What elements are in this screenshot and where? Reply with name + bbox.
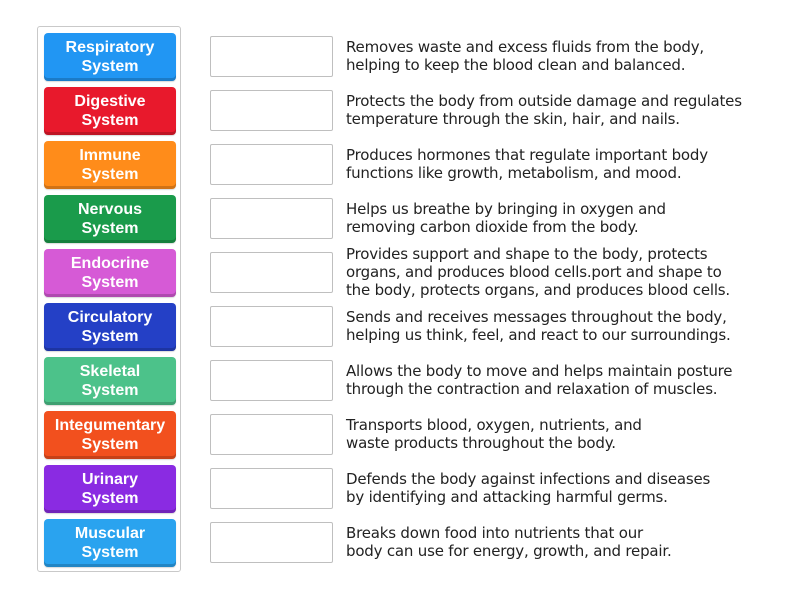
description-1: Removes waste and excess fluids from the body, helping to keep the blood clean and balanced. [346, 38, 704, 74]
description-9: Defends the body against infections and diseases by identifying and attacking harmful germs. [346, 470, 711, 506]
drop-slot-4[interactable] [210, 198, 333, 239]
description-6: Sends and receives messages throughout the body, helping us think, feel, and react to our surroundings. [346, 308, 731, 344]
tile-digestive-system[interactable]: Digestive System [44, 87, 176, 135]
drop-slot-2[interactable] [210, 90, 333, 131]
tile-endocrine-system[interactable]: Endocrine System [44, 249, 176, 297]
tile-respiratory-system[interactable]: Respiratory System [44, 33, 176, 81]
drop-slot-3[interactable] [210, 144, 333, 185]
tile-skeletal-system[interactable]: Skeletal System [44, 357, 176, 405]
description-10: Breaks down food into nutrients that our body can use for energy, growth, and repair. [346, 524, 672, 560]
tile-integumentary-system[interactable]: Integumentary System [44, 411, 176, 459]
description-2: Protects the body from outside damage and regulates temperature through the skin, hair, and nails. [346, 92, 742, 128]
drop-slot-9[interactable] [210, 468, 333, 509]
description-7: Allows the body to move and helps maintain posture through the contraction and relaxation of muscles. [346, 362, 733, 398]
drop-slot-7[interactable] [210, 360, 333, 401]
tile-urinary-system[interactable]: Urinary System [44, 465, 176, 513]
tile-circulatory-system[interactable]: Circulatory System [44, 303, 176, 351]
description-3: Produces hormones that regulate important body functions like growth, metabolism, and mood. [346, 146, 708, 182]
drop-slot-8[interactable] [210, 414, 333, 455]
drop-slot-1[interactable] [210, 36, 333, 77]
description-8: Transports blood, oxygen, nutrients, and waste products throughout the body. [346, 416, 642, 452]
drop-slot-10[interactable] [210, 522, 333, 563]
tile-muscular-system[interactable]: Muscular System [44, 519, 176, 567]
description-4: Helps us breathe by bringing in oxygen and removing carbon dioxide from the body. [346, 200, 666, 236]
tile-immune-system[interactable]: Immune System [44, 141, 176, 189]
drop-slot-6[interactable] [210, 306, 333, 347]
drop-slot-5[interactable] [210, 252, 333, 293]
tile-nervous-system[interactable]: Nervous System [44, 195, 176, 243]
description-5: Provides support and shape to the body, protects organs, and produces blood cells.port and shape to the body, protects organs, and produces blood cells. [346, 245, 730, 299]
tile-panel [37, 26, 181, 572]
